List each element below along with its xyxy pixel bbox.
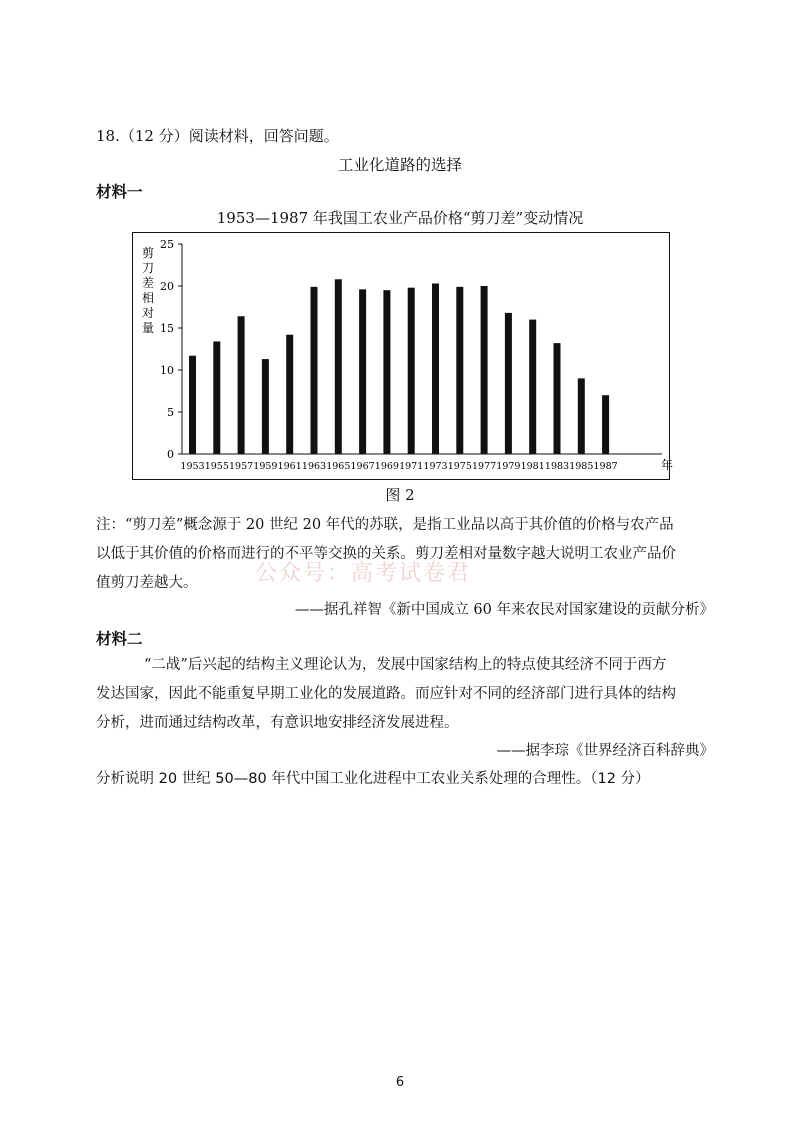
x-tick-label: 1955 bbox=[204, 461, 229, 472]
x-tick-label: 1965 bbox=[326, 461, 351, 472]
x-tick-label: 1981 bbox=[520, 461, 545, 472]
x-tick-label: 1973 bbox=[423, 461, 448, 472]
bar-1971 bbox=[408, 288, 415, 454]
x-tick-label: 1961 bbox=[277, 461, 302, 472]
x-tick-label: 1977 bbox=[472, 461, 497, 472]
y-axis-label-char: 差 bbox=[141, 276, 155, 290]
bar-1967 bbox=[359, 289, 366, 454]
x-tick-label: 1985 bbox=[569, 461, 594, 472]
question-text: 分析说明 20 世纪 50—80 年代中国工业化进程中工农业关系处理的合理性。（12 分） bbox=[96, 771, 650, 787]
material2-line-2: 发达国家，因此不能重复早期工业化的发展道路。而应针对不同的经济部门进行具体的结构 bbox=[96, 686, 676, 702]
y-axis-label-char: 对 bbox=[141, 306, 155, 320]
x-tick-label: 1979 bbox=[496, 461, 521, 472]
x-tick-label: 1969 bbox=[374, 461, 399, 472]
material2-source: ——据李琮《世界经济百科辞典》 bbox=[496, 743, 714, 759]
x-axis-label: 年 bbox=[661, 458, 674, 472]
y-axis-label-char: 剪 bbox=[141, 246, 155, 260]
scissors-gap-bar-chart bbox=[132, 232, 674, 480]
x-tick-label: 1959 bbox=[253, 461, 278, 472]
material2-line-1: “二战”后兴起的结构主义理论认为，发展中国家结构上的特点使其经济不同于西方 bbox=[144, 657, 667, 673]
bar-1965 bbox=[335, 279, 342, 454]
watermark: 公众号：高考试卷君 bbox=[255, 561, 472, 586]
bar-1979 bbox=[505, 313, 512, 454]
bar-1985 bbox=[578, 378, 585, 454]
bar-1955 bbox=[213, 341, 220, 454]
chart-frame bbox=[133, 233, 670, 480]
bar-1983 bbox=[554, 343, 561, 454]
bar-1977 bbox=[481, 286, 488, 454]
bar-1987 bbox=[602, 395, 609, 454]
bar-1961 bbox=[286, 335, 293, 454]
bar-1975 bbox=[456, 287, 463, 454]
y-tick-label: 0 bbox=[167, 448, 174, 461]
note-line-3: 值剪刀差越大。 bbox=[96, 575, 198, 591]
y-axis-label-char: 刀 bbox=[141, 261, 155, 275]
section-title: 工业化道路的选择 bbox=[337, 156, 462, 174]
x-tick-label: 1963 bbox=[301, 461, 327, 472]
bar-1957 bbox=[238, 316, 245, 454]
note-line-1: 注：“剪刀差”概念源于 20 世纪 20 年代的苏联，是指工业品以高于其价值的价格与农产品 bbox=[96, 517, 674, 533]
page-number: 6 bbox=[395, 1075, 405, 1090]
x-tick-label: 1975 bbox=[447, 461, 472, 472]
x-tick-label: 1987 bbox=[593, 461, 618, 472]
bar-1959 bbox=[262, 359, 269, 454]
y-tick-label: 5 bbox=[167, 406, 174, 419]
material2-line-3: 分析，进而通过结构改革，有意识地安排经济发展进程。 bbox=[96, 715, 459, 731]
y-axis-label bbox=[142, 246, 154, 335]
y-tick-label: 25 bbox=[160, 238, 174, 251]
material1-label: 材料一 bbox=[96, 183, 143, 201]
x-tick-label: 1967 bbox=[350, 461, 375, 472]
note-line-2: 以低于其价值的价格而进行的不平等交换的关系。剪刀差相对量数字越大说明工农业产品价 bbox=[96, 546, 676, 562]
bar-1981 bbox=[529, 320, 536, 454]
bar-1969 bbox=[383, 290, 390, 454]
y-axis-label-char: 相 bbox=[141, 291, 155, 305]
figure-caption: 图 2 bbox=[385, 486, 415, 504]
y-axis-label-char: 量 bbox=[141, 321, 155, 335]
question-header: 18.（12 分）阅读材料，回答问题。 bbox=[96, 127, 339, 145]
x-tick-label: 1971 bbox=[399, 461, 424, 472]
bar-1963 bbox=[311, 287, 318, 454]
y-tick-label: 10 bbox=[160, 364, 174, 377]
x-tick-label: 1983 bbox=[544, 461, 570, 472]
chart-title: 1953—1987 年我国工农业产品价格“剪刀差”变动情况 bbox=[216, 209, 584, 227]
x-tick-label: 1957 bbox=[229, 461, 254, 472]
material1-source: ——据孔祥智《新中国成立 60 年来农民对国家建设的贡献分析》 bbox=[294, 602, 714, 618]
bar-1973 bbox=[432, 283, 439, 454]
y-tick-label: 15 bbox=[160, 322, 174, 335]
x-tick-label: 1953 bbox=[180, 461, 205, 472]
material2-label: 材料二 bbox=[96, 630, 143, 648]
bar-1953 bbox=[189, 356, 196, 454]
y-tick-label: 20 bbox=[160, 280, 174, 293]
